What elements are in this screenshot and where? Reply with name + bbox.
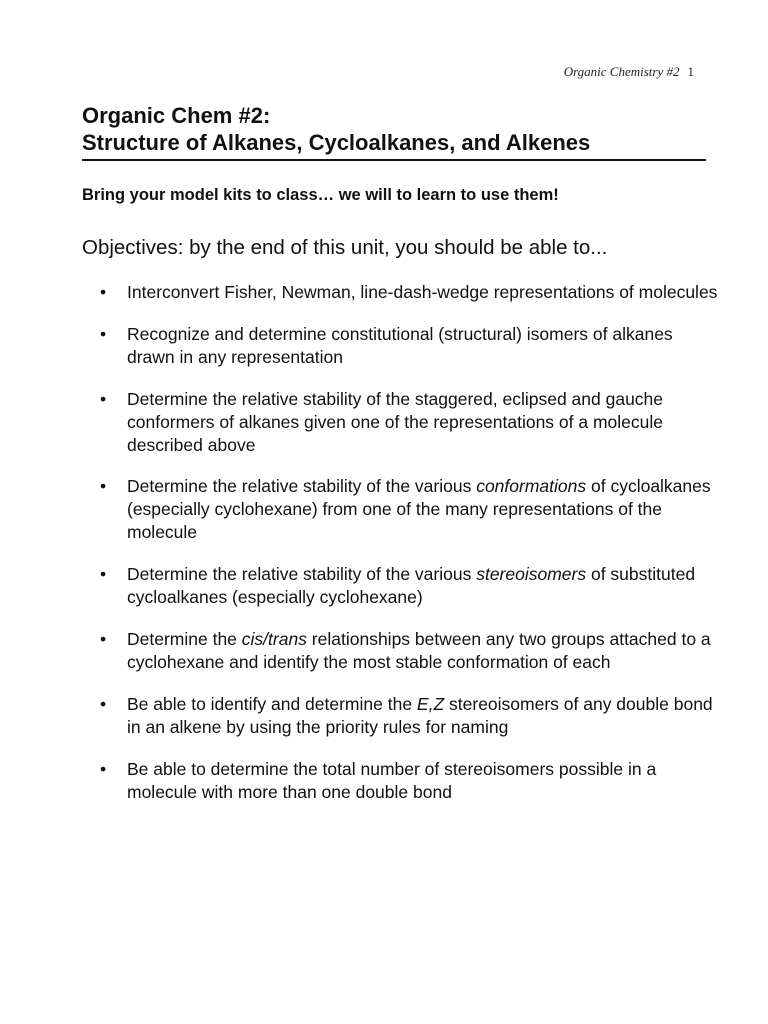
document-title — [82, 102, 706, 161]
bullet-icon: • — [100, 759, 107, 779]
page-number: 1 — [687, 64, 694, 79]
objective-item — [100, 475, 720, 544]
objective-item — [100, 323, 720, 369]
objective-emphasis: cis/trans — [241, 629, 307, 649]
objective-item — [100, 563, 720, 609]
header-title: Organic Chemistry #2 — [563, 64, 680, 79]
bullet-icon: • — [100, 324, 107, 344]
objective-emphasis: conformations — [476, 476, 587, 496]
bullet-icon: • — [100, 282, 107, 302]
bullet-icon: • — [100, 476, 107, 496]
objective-text-start: Determine the — [127, 629, 242, 649]
objective-emphasis: stereoisomers — [476, 564, 587, 584]
objective-text-start: Be able to identify and determine the — [127, 694, 417, 714]
title-line-1: Organic Chem #2: — [82, 103, 271, 128]
objective-text-end: stereoisomers of any double bond in an alkene by using the priority rules for naming — [127, 694, 713, 737]
bullet-icon: • — [100, 629, 107, 649]
objective-emphasis: E,Z — [416, 694, 445, 714]
objective-item — [100, 388, 720, 457]
objective-text — [127, 629, 711, 672]
model-kit-reminder: Bring your model kits to class… we will to learn to use them! — [82, 186, 559, 204]
objective-text-start: Determine the relative stability of the various — [127, 564, 477, 584]
objectives-list — [100, 281, 720, 823]
objective-text-end: relationships between any two groups attached to a cyclohexane and identify the most stable conformation of each — [127, 629, 711, 672]
objective-item — [100, 628, 720, 674]
objectives-heading: Objectives: by the end of this unit, you should be able to... — [82, 236, 608, 259]
bullet-icon: • — [100, 694, 107, 714]
page-header — [564, 64, 694, 80]
title-line-2: Structure of Alkanes, Cycloalkanes, and Alkenes — [82, 130, 591, 155]
objective-item — [100, 281, 720, 304]
objective-text — [127, 476, 711, 542]
objective-text: Determine the relative stability of the staggered, eclipsed and gauche conformers of alkanes given one of the representations of a molecule described above — [127, 389, 664, 455]
objective-text-end: of cycloalkanes (especially cyclohexane) from one of the many representations of the molecule — [127, 476, 711, 542]
bullet-icon: • — [100, 564, 107, 584]
objective-text — [127, 564, 695, 607]
objective-text — [127, 694, 713, 737]
objective-text-end: of substituted cycloalkanes (especially cyclohexane) — [127, 564, 696, 607]
objective-text-start: Determine the relative stability of the various — [127, 476, 477, 496]
bullet-icon: • — [100, 389, 107, 409]
objective-item — [100, 758, 720, 804]
objective-text: Interconvert Fisher, Newman, line-dash-wedge representations of molecules — [127, 282, 718, 302]
objective-item — [100, 693, 720, 739]
objective-text: Be able to determine the total number of stereoisomers possible in a molecule with more than one double bond — [127, 759, 657, 802]
objective-text: Recognize and determine constitutional (structural) isomers of alkanes drawn in any representation — [127, 324, 673, 367]
